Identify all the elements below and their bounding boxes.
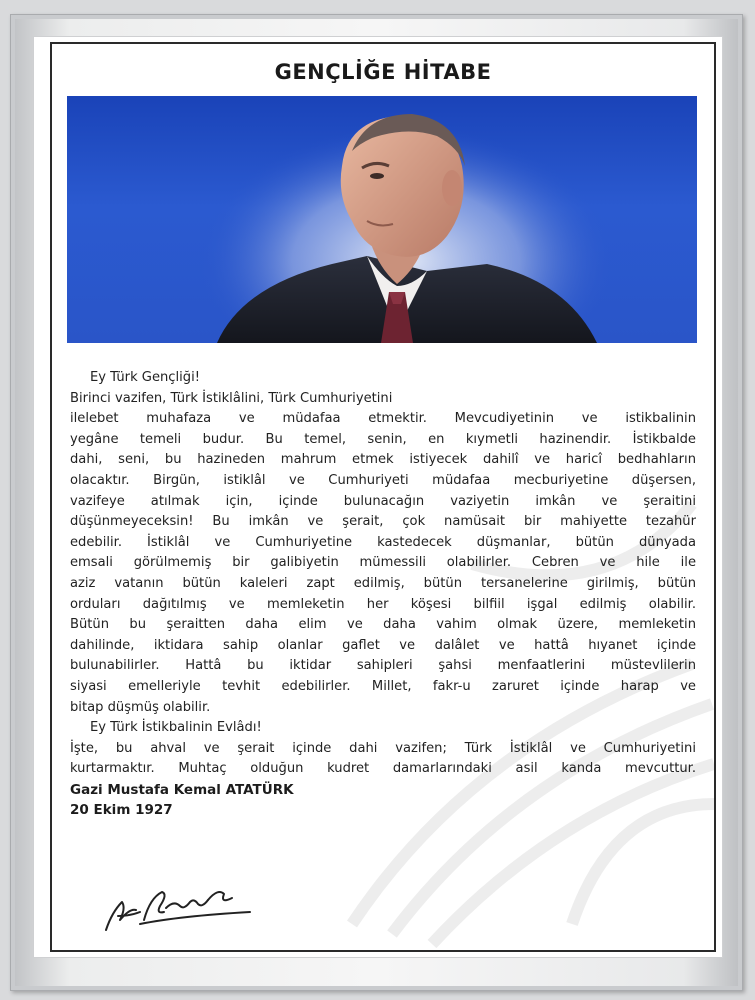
speech-date: 20 Ekim 1927 [70,802,173,819]
speech-line: edebilir. İstiklâl ve Cumhuriyetine kastedecek düşmanlar, bütün dünyada [70,534,696,550]
portrait-image [67,96,697,343]
speech-line: yegâne temeli budur. Bu temel, senin, en kıymetli hazinendir. İstikbalde [70,431,696,447]
speech-line: Birinci vazifen, Türk İstiklâlini, Türk Cumhuriyetini [70,390,393,406]
speech-line: dahi, seni, bu hazineden mahrum etmek istiyecek dahilî ve haricî bedhahların [70,452,696,468]
speech-line: dahilinde, iktidara sahip olanlar gaflet ve dalâlet ve hattâ hıyanet içinde [70,637,696,653]
speech-line: orduları dağıtılmış ve memleketin her köşesi bilfiil işgal edilmiş olabilir. [70,596,696,612]
speech-line: bitap düşmüş olabilir. [70,699,211,715]
speech-line: aziz vatanın bütün kaleleri zapt edilmiş, bütün tersanelerine girilmiş, bütün [70,575,696,591]
portrait-figure-icon [67,96,697,343]
signer-name: Gazi Mustafa Kemal ATATÜRK [70,781,294,798]
speech-line: vazifeye atılmak için, içinde bulunacağın vaziyetin imkân ve şeraitini [70,493,696,509]
speech-line: düşünmeyeceksin! Bu imkân ve şerait, çok namüsait bir mahiyette tezahür [70,514,696,530]
address-heir: Ey Türk İstikbalinin Evlâdı! [90,720,262,736]
speech-line: olacaktır. Birgün, istiklâl ve Cumhuriyeti müdafaa mecburiyetine düşersen, [70,472,696,488]
poster-inner-border [50,42,716,952]
speech-line: siyasi emelleriyle tevhit edebilirler. Millet, fakr-u zaruret içinde harap ve [70,678,696,694]
speech-line: kurtarmaktır. Muhtaç olduğun kudret damarlarındaki asil kanda mevcuttur. [70,761,696,777]
speech-line: Bütün bu şeraitten daha elim ve daha vahim olmak üzere, memleketin [70,617,696,633]
speech-line: bulunabilirler. Hattâ bu iktidar sahipleri şahsi menfaatlerini müstevlilerin [70,658,696,674]
address-youth: Ey Türk Gençliği! [90,370,200,385]
handwritten-signature-icon [100,872,260,942]
speech-line: emsali görülmemiş bir galibiyetin mümessili olabilirler. Cebren ve hile ile [70,555,696,571]
speech-text [70,368,696,821]
speech-line: İşte, bu ahval ve şerait içinde dahi vazifen; Türk İstiklâl ve Cumhuriyetini [70,740,696,756]
page-title: GENÇLİĞE HİTABE [274,60,492,84]
speech-line: ilelebet muhafaza ve müdafaa etmektir. Mevcudiyetinin ve istikbalinin [70,411,696,427]
